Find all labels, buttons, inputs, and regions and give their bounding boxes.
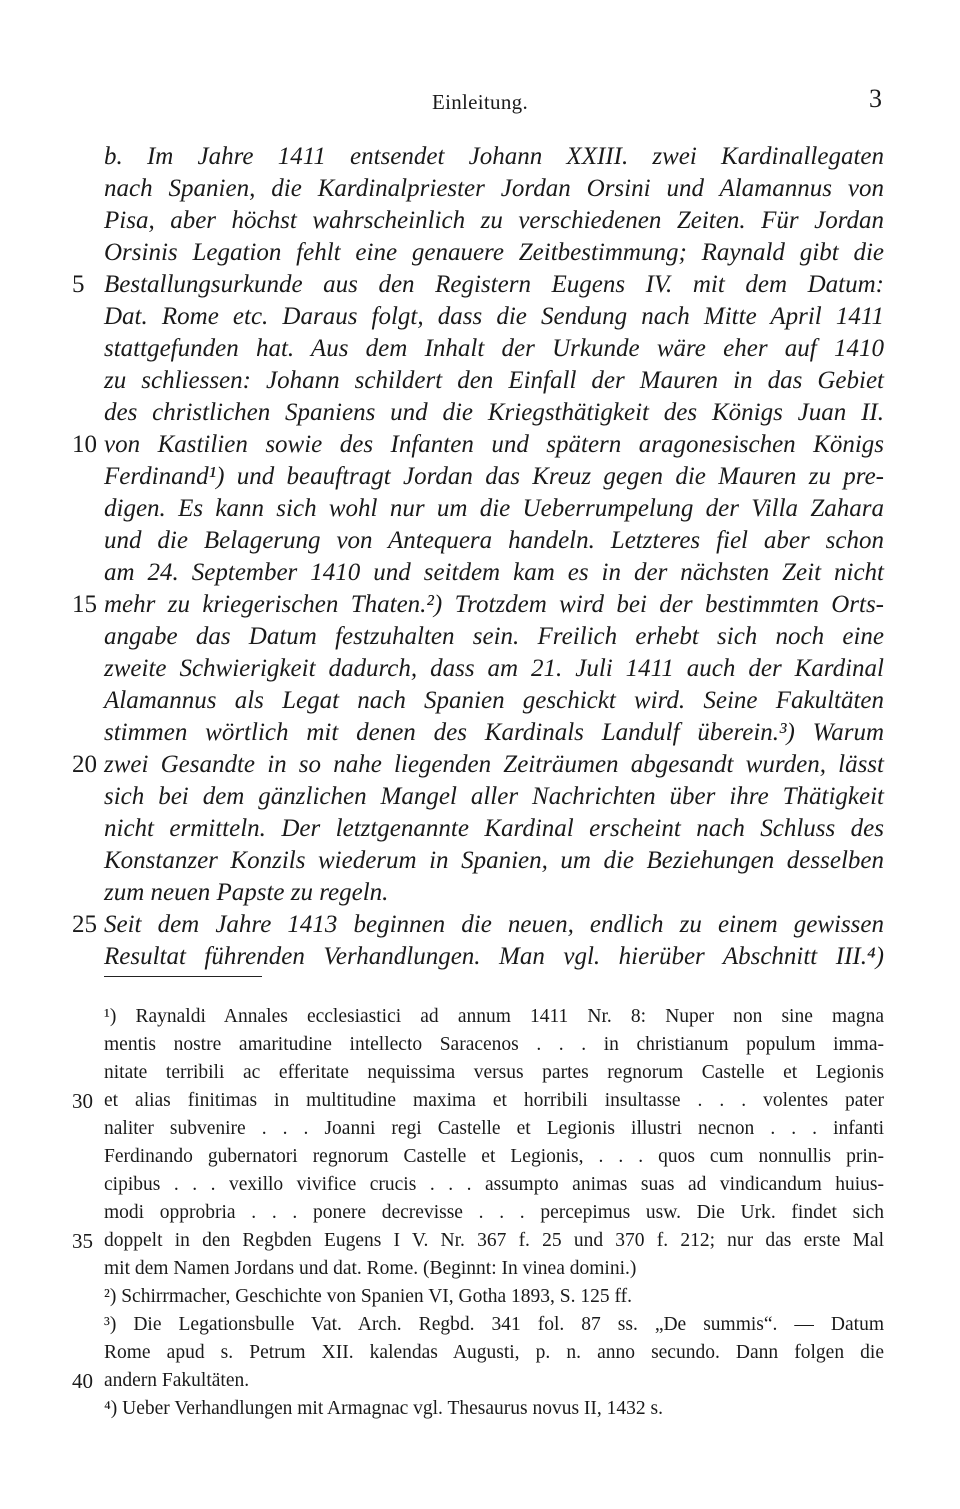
footnote-line: mentis nostre amaritudine intellecto Saracenos . . . in christianum populum imma- xyxy=(104,1034,884,1055)
text-line: mehr zu kriegerischen Thaten.²) Trotzdem wird bei der bestimmten Orts- xyxy=(104,591,884,618)
text-line: stimmen wörtlich mit denen des Kardinals Landulf überein.³) Warum xyxy=(104,719,884,746)
footnote-line: doppelt in den Regbden Eugens I V. Nr. 367 f. 25 und 370 f. 212; nur das erste Mal xyxy=(104,1230,884,1251)
footnote-line: ¹) Raynaldi Annales ecclesiastici ad annum 1411 Nr. 8: Nuper non sine magna xyxy=(104,1006,884,1027)
text-line: Resultat führenden Verhandlungen. Man vgl. hierüber Abschnitt III.⁴) xyxy=(104,943,884,970)
margin-line-number: 30 xyxy=(72,1089,93,1113)
text-line: zu schliessen: Johann schildert den Einfall der Mauren in das Gebiet xyxy=(104,367,884,394)
margin-line-number: 10 xyxy=(72,431,97,458)
page-header xyxy=(0,84,960,124)
text-line: Orsinis Legation fehlt eine genauere Zeitbestimmung; Raynald gibt die xyxy=(104,239,884,266)
footnote-line: nitate terribili ac efferitate nequissima versus partes regnorum Castelle et Legionis xyxy=(104,1062,884,1083)
margin-line-number: 35 xyxy=(72,1229,93,1253)
margin-line-number: 25 xyxy=(72,911,97,938)
text-line: angabe das Datum festzuhalten sein. Freilich erhebt sich noch eine xyxy=(104,623,884,650)
text-line: am 24. September 1410 und seitdem kam es in der nächsten Zeit nicht xyxy=(104,559,884,586)
margin-line-number: 15 xyxy=(72,591,97,618)
footnote-line: ²) Schirrmacher, Geschichte von Spanien VI, Gotha 1893, S. 125 ff. xyxy=(104,1286,633,1307)
footnote-line: naliter subvenire . . . Joanni regi Castelle et Legionis illustri necnon . . . infanti xyxy=(104,1118,884,1139)
footnote-line: Rome apud s. Petrum XII. kalendas Augusti, p. n. anno secundo. Dann folgen die xyxy=(104,1342,884,1363)
margin-line-number: 5 xyxy=(72,271,85,298)
text-line: nicht ermitteln. Der letztgenannte Kardinal erscheint nach Schluss des xyxy=(104,815,884,842)
text-line: digen. Es kann sich wohl nur um die Ueberrumpelung der Villa Zahara xyxy=(104,495,884,522)
footnote-line: mit dem Namen Jordans und dat. Rome. (Beginnt: In vinea domini.) xyxy=(104,1258,637,1279)
text-line: zweite Schwierigkeit dadurch, dass am 21. Juli 1411 auch der Kardinal xyxy=(104,655,884,682)
text-line: und die Belagerung von Antequera handeln. Letzteres fiel aber schon xyxy=(104,527,884,554)
footnote-line: Ferdinando gubernatori regnorum Castelle et Legionis, . . . quos cum nonnullis prin- xyxy=(104,1146,884,1167)
text-line: Pisa, aber höchst wahrscheinlich zu verschiedenen Zeiten. Für Jordan xyxy=(104,207,884,234)
text-line: Konstanzer Konzils wiederum in Spanien, um die Beziehungen desselben xyxy=(104,847,884,874)
footnote-line: et alias finitimas in multitudine maxima et horribili insultasse . . . volentes pater xyxy=(104,1090,884,1111)
text-line: b. Im Jahre 1411 entsendet Johann XXIII. zwei Kardinallegaten xyxy=(104,143,884,170)
text-line: zum neuen Papste zu regeln. xyxy=(104,879,389,906)
page-number: 3 xyxy=(869,84,882,113)
footnote-line: andern Fakultäten. xyxy=(104,1370,250,1391)
text-line: stattgefunden hat. Aus dem Inhalt der Urkunde wäre eher auf 1410 xyxy=(104,335,884,362)
footnote-line: ⁴) Ueber Verhandlungen mit Armagnac vgl. Thesaurus novus II, 1432 s. xyxy=(104,1398,664,1419)
text-line: Alamannus als Legat nach Spanien geschickt wird. Seine Fakultäten xyxy=(104,687,884,714)
text-line: nach Spanien, die Kardinalpriester Jordan Orsini und Alamannus von xyxy=(104,175,884,202)
text-line: des christlichen Spaniens und die Kriegsthätigkeit des Königs Juan II. xyxy=(104,399,884,426)
footnote-line: ³) Die Legationsbulle Vat. Arch. Regbd. 341 fol. 87 ss. „De summis“. — Datum xyxy=(104,1314,884,1335)
text-line: Seit dem Jahre 1413 beginnen die neuen, endlich zu einem gewissen xyxy=(104,911,884,938)
text-line: zwei Gesandte in so nahe liegenden Zeiträumen abgesandt wurden, lässt xyxy=(104,751,884,778)
running-title: Einleitung. xyxy=(431,90,529,114)
margin-line-number: 20 xyxy=(72,751,97,778)
text-line: von Kastilien sowie des Infanten und spätern aragonesischen Königs xyxy=(104,431,884,458)
margin-line-number: 40 xyxy=(72,1369,93,1393)
text-line: sich bei dem gänzlichen Mangel aller Nachrichten über ihre Thätigkeit xyxy=(104,783,884,810)
footnote-line: cipibus . . . vexillo vivifice crucis . . . assumpto animas suas ad vindicandum huius- xyxy=(104,1174,884,1195)
text-line: Ferdinand¹) und beauftragt Jordan das Kreuz gegen die Mauren zu pre- xyxy=(104,463,884,490)
footnote-line: modi opprobria . . . ponere decrevisse . . . percepimus usw. Die Urk. findet sich xyxy=(104,1202,884,1223)
footnote-separator xyxy=(104,976,262,977)
text-line: Bestallungsurkunde aus den Registern Eugens IV. mit dem Datum: xyxy=(104,271,884,298)
text-line: Dat. Rome etc. Daraus folgt, dass die Sendung nach Mitte April 1411 xyxy=(104,303,884,330)
